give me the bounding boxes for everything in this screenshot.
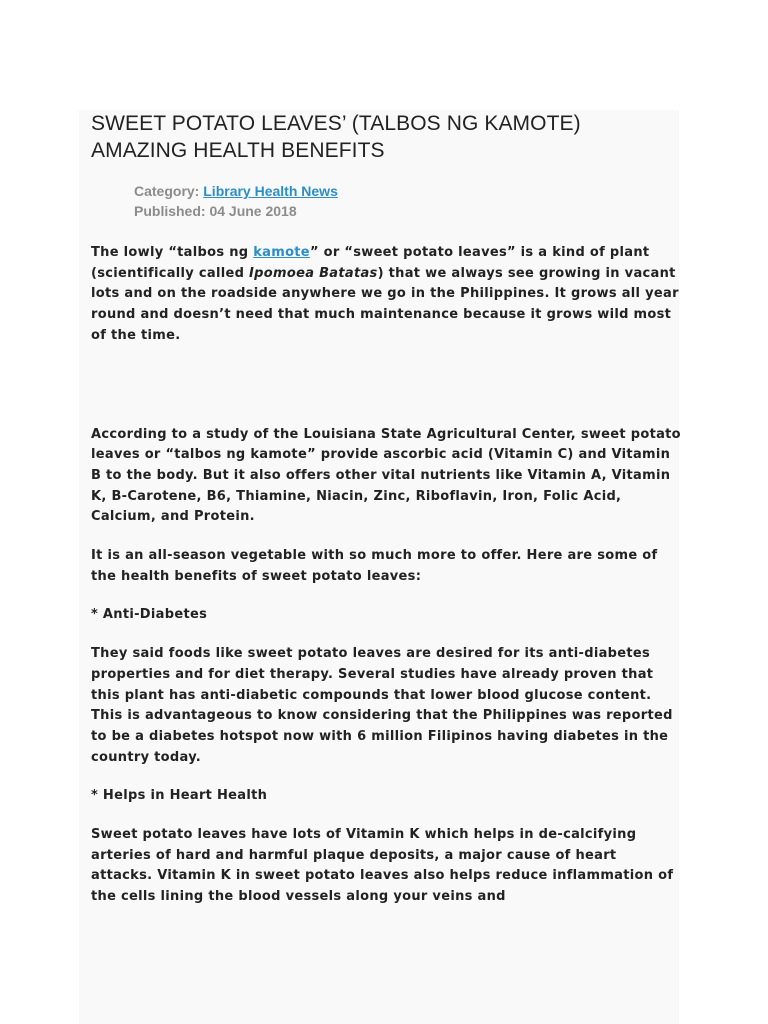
paragraph-intro	[91, 243, 681, 347]
published-date: 04 June 2018	[209, 203, 297, 219]
paragraph-diabetes: They said foods like sweet potato leaves are desired for its anti-diabetes properties and for diet therapy. Several studies have already proven that this plant has anti-diabetic compounds that lower blood glucose content. This is advantageous to know considering that the Philippines was reported to be a diabetes hotspot now with 6 million Filipinos having diabetes in the country today.	[91, 646, 673, 765]
published-label: Published:	[134, 203, 206, 219]
paragraph-study: According to a study of the Louisiana State Agricultural Center, sweet potato leaves or “talbos ng kamote” provide ascorbic acid (Vitamin C) and Vitamin B to the body. But it also offers other vital nutrients like Vitamin A, Vitamin K, B-Carotene, B6, Thiamine, Niacin, Zinc, Riboflavin, Iron, Folic Acid, Calcium, and Protein.	[91, 426, 681, 525]
published-row	[134, 201, 681, 221]
scientific-name: Ipomoea Batatas	[249, 265, 378, 281]
image-placeholder	[91, 347, 681, 425]
paragraph-heart: Sweet potato leaves have lots of Vitamin K which helps in de-calcifying arteries of hard and harmful plaque deposits, a major cause of heart attacks. Vitamin K in sweet potato leaves also helps reduce inflammation of the cells lining the blood vessels along your veins and	[91, 827, 674, 905]
article-content	[91, 110, 681, 908]
article-meta	[134, 181, 681, 221]
category-link[interactable]: Library Health News	[203, 183, 338, 199]
paragraph-benefits-intro: It is an all-season vegetable with so much more to offer. Here are some of the health benefits of sweet potato leaves:	[91, 548, 658, 584]
intro-text-a: The lowly “talbos ng	[91, 245, 254, 260]
intro-text-b: ” or “sweet potato leaves” is a kind of plant (scientifically called	[91, 245, 650, 281]
heading-anti-diabetes: * Anti-Diabetes	[91, 607, 208, 623]
category-label: Category:	[134, 183, 200, 199]
article-title	[91, 110, 681, 164]
heading-heart-health: * Helps in Heart Health	[91, 788, 268, 804]
kamote-link[interactable]: kamote	[253, 245, 310, 260]
category-row	[134, 181, 681, 201]
intro-text-c: ) that we always see growing in vacant lots and on the roadside anywhere we go in the Philippines. It grows all year round and doesn’t need that much maintenance because it grows wild most of the time.	[91, 265, 679, 343]
title-line-2: AMAZING HEALTH BENEFITS	[91, 139, 385, 162]
title-line-1: SWEET POTATO LEAVES’ (TALBOS NG KAMOTE)	[91, 112, 581, 135]
article-body	[91, 243, 681, 908]
